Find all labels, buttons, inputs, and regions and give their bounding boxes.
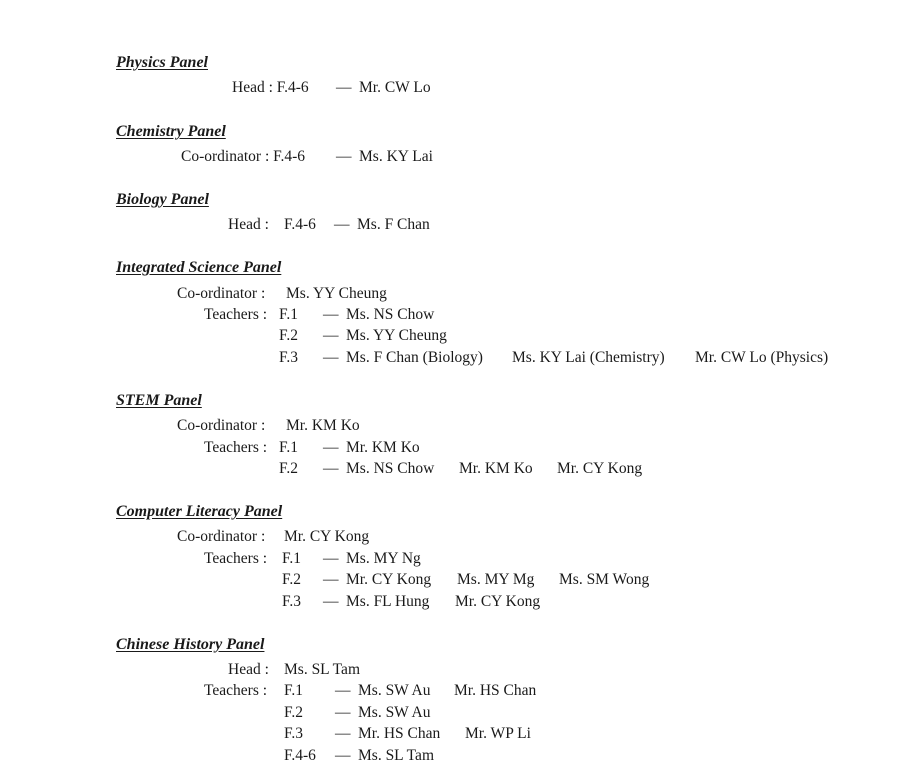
is-coordinator-label: Co-ordinator : xyxy=(177,285,266,302)
dash: — xyxy=(323,306,339,323)
chemistry-panel-heading: Chemistry Panel xyxy=(116,123,226,140)
ch-teacher: Ms. SL Tam xyxy=(358,747,434,764)
stem-teacher: Mr. KM Ko xyxy=(459,460,533,477)
biology-panel-heading: Biology Panel xyxy=(116,191,209,208)
cl-teacher: Ms. FL Hung xyxy=(346,593,430,610)
ch-teacher: Ms. SW Au xyxy=(358,682,431,699)
ch-teachers-label: Teachers : xyxy=(204,682,268,699)
is-form: F.2 xyxy=(279,327,299,344)
ch-teacher: Mr. HS Chan xyxy=(358,725,441,742)
stem-teachers-label: Teachers : xyxy=(204,439,268,456)
dash: — xyxy=(323,327,339,344)
cl-form: F.2 xyxy=(282,571,302,588)
chemistry-coordinator-role: Co-ordinator : F.4-6 xyxy=(181,148,306,165)
is-teacher: Ms. YY Cheung xyxy=(346,327,447,344)
stem-coordinator-label: Co-ordinator : xyxy=(177,417,266,434)
is-form: F.1 xyxy=(279,306,299,323)
dash: — xyxy=(336,148,352,165)
ch-teacher: Ms. SW Au xyxy=(358,704,431,721)
computer-literacy-panel-heading: Computer Literacy Panel xyxy=(116,503,283,520)
cl-teacher: Ms. SM Wong xyxy=(559,571,650,588)
cl-teacher: Ms. MY Ng xyxy=(346,550,421,567)
dash: — xyxy=(323,349,339,366)
dash: — xyxy=(336,79,352,96)
dash: — xyxy=(323,550,339,567)
stem-teacher: Mr. KM Ko xyxy=(346,439,420,456)
cl-teachers-label: Teachers : xyxy=(204,550,268,567)
dash: — xyxy=(335,682,351,699)
ch-form: F.1 xyxy=(284,682,304,699)
is-teacher: Ms. F Chan (Biology) xyxy=(346,349,483,366)
is-teacher: Mr. CW Lo (Physics) xyxy=(695,349,829,366)
is-teacher: Ms. NS Chow xyxy=(346,306,435,323)
ch-teacher: Mr. HS Chan xyxy=(454,682,537,699)
integrated-science-panel-heading: Integrated Science Panel xyxy=(116,259,282,276)
ch-form: F.4-6 xyxy=(284,747,316,764)
biology-head-form: F.4-6 xyxy=(284,216,316,233)
ch-head-name: Ms. SL Tam xyxy=(284,661,360,678)
stem-form: F.1 xyxy=(279,439,299,456)
dash: — xyxy=(335,747,351,764)
dash: — xyxy=(334,216,350,233)
ch-head-label: Head : xyxy=(228,661,269,678)
is-teachers-label: Teachers : xyxy=(204,306,268,323)
physics-head-name: Mr. CW Lo xyxy=(359,79,431,96)
cl-coordinator-label: Co-ordinator : xyxy=(177,528,266,545)
stem-teacher: Ms. NS Chow xyxy=(346,460,435,477)
is-form: F.3 xyxy=(279,349,299,366)
ch-form: F.2 xyxy=(284,704,304,721)
is-teacher: Ms. KY Lai (Chemistry) xyxy=(512,349,665,366)
dash: — xyxy=(323,439,339,456)
stem-coordinator-name: Mr. KM Ko xyxy=(286,417,360,434)
dash: — xyxy=(335,725,351,742)
biology-head-name: Ms. F Chan xyxy=(357,216,430,233)
dash: — xyxy=(335,704,351,721)
ch-teacher: Mr. WP Li xyxy=(465,725,531,742)
cl-form: F.1 xyxy=(282,550,302,567)
physics-head-role: Head : F.4-6 xyxy=(232,79,309,96)
chemistry-coordinator-name: Ms. KY Lai xyxy=(359,148,433,165)
stem-panel-heading: STEM Panel xyxy=(116,392,202,409)
cl-coordinator-name: Mr. CY Kong xyxy=(284,528,370,545)
dash: — xyxy=(323,593,339,610)
physics-panel-heading: Physics Panel xyxy=(116,54,208,71)
stem-form: F.2 xyxy=(279,460,299,477)
dash: — xyxy=(323,571,339,588)
cl-form: F.3 xyxy=(282,593,302,610)
is-coordinator-name: Ms. YY Cheung xyxy=(286,285,387,302)
cl-teacher: Mr. CY Kong xyxy=(455,593,541,610)
ch-form: F.3 xyxy=(284,725,304,742)
stem-teacher: Mr. CY Kong xyxy=(557,460,643,477)
biology-head-label: Head : xyxy=(228,216,269,233)
chinese-history-panel-heading: Chinese History Panel xyxy=(116,636,265,653)
dash: — xyxy=(323,460,339,477)
cl-teacher: Ms. MY Mg xyxy=(457,571,535,588)
cl-teacher: Mr. CY Kong xyxy=(346,571,432,588)
